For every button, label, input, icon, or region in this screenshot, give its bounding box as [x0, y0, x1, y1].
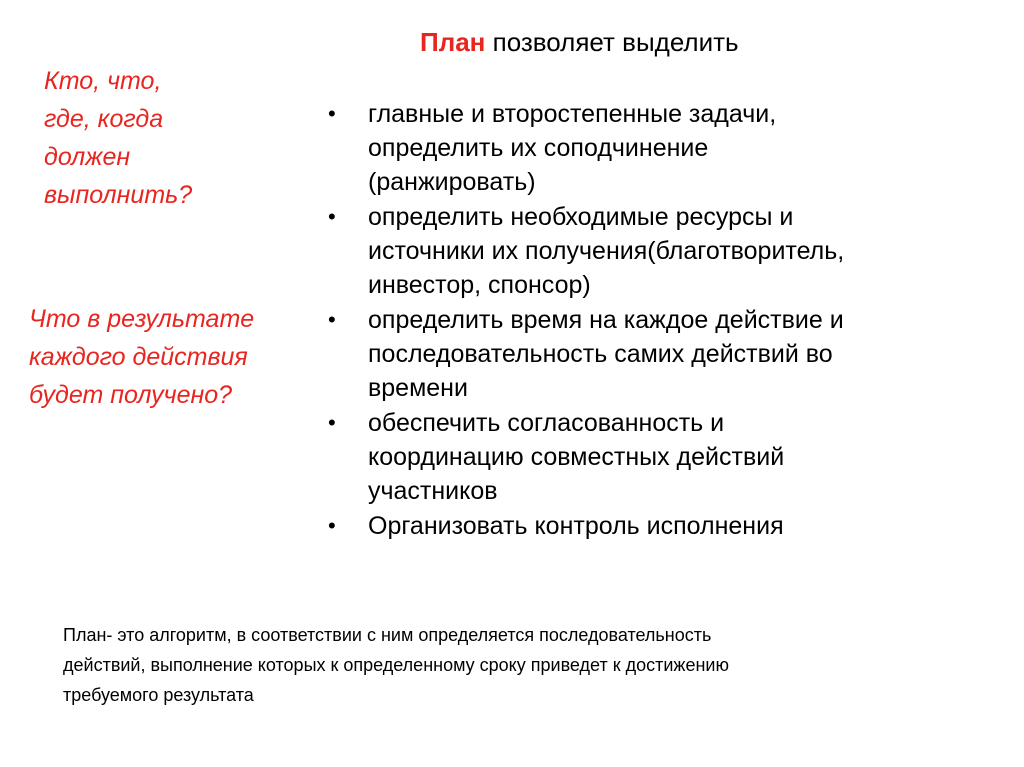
title-accent-word: План [420, 27, 486, 57]
slide-title [420, 24, 739, 60]
bullet-text: обеспечить согласованность и координацию совместных действий участников [368, 409, 785, 505]
title-rest: позволяет выделить [492, 27, 739, 57]
bullet-text: определить необходимые ресурсы и источники их получения(благотворитель, инвестор, спонсор) [368, 203, 845, 299]
bullet-item [328, 406, 998, 508]
bullet-text: определить время на каждое действие и последовательность самих действий во времени [368, 306, 844, 402]
bullet-text: Организовать контроль исполнения [368, 512, 784, 540]
bullet-item [328, 200, 998, 302]
bullet-dot-icon: • [328, 101, 336, 126]
question-result: Что в результате каждого действия будет получено? [29, 305, 255, 409]
bullet-dot-icon: • [328, 410, 336, 435]
bullet-item [328, 509, 998, 543]
bullet-item [328, 97, 998, 199]
bullet-dot-icon: • [328, 307, 336, 332]
bullet-dot-icon: • [328, 204, 336, 229]
bullet-list [328, 97, 998, 544]
bullet-dot-icon: • [328, 513, 336, 538]
bullet-item [328, 303, 998, 405]
plan-definition: План- это алгоритм, в соответствии с ним определяется последовательность действий, выполнение которых к определенному сроку приведет к достижению требуемого результата [63, 625, 729, 705]
question-who-what-when: Кто, что, где, когда должен выполнить? [44, 67, 193, 209]
bullet-text: главные и второстепенные задачи, определить их соподчинение (ранжировать) [368, 100, 777, 196]
